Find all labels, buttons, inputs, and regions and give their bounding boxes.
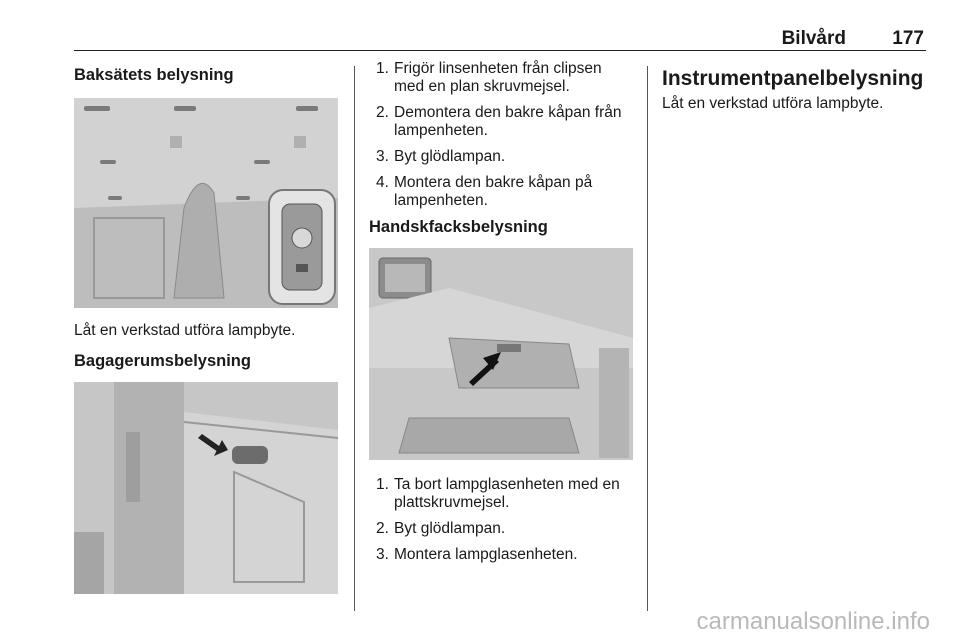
heading-rear-seat-lighting: Baksätets belysning <box>74 66 234 84</box>
list-item: 1. Ta bort lampglasenheten med en plattskruvmejsel. <box>376 475 620 511</box>
heading-luggage-lighting: Bagagerumsbelysning <box>74 352 251 371</box>
glovebox-steps-list <box>369 476 634 564</box>
list-item: 3. Byt glödlampan. <box>376 148 506 165</box>
list-item: 3. Montera lampglasenheten. <box>376 545 578 563</box>
rear-seat-text: Låt en verkstad utföra lampbyte. <box>74 321 296 339</box>
column-divider <box>354 66 355 611</box>
page-header <box>74 26 926 51</box>
list-item: 1. Frigör linsenheten från clipsen med en plan skruvmejsel. <box>376 60 602 95</box>
heading-instrument-panel-lighting: Instrumentpanelbelysning <box>662 67 924 90</box>
rear-seat-light-illustration <box>74 98 338 308</box>
lens-steps-list <box>369 60 634 210</box>
column-middle <box>369 60 634 572</box>
watermark: carmanualsonline.info <box>696 608 930 635</box>
list-item: 2. Byt glödlampan. <box>376 519 506 537</box>
glovebox-light-illustration <box>369 248 633 460</box>
column-left <box>74 60 340 594</box>
luggage-light-illustration <box>74 382 338 594</box>
list-item: 4. Montera den bakre kåpan på lampenheten. <box>376 174 593 209</box>
page-number: 177 <box>892 28 924 49</box>
instrument-panel-text: Låt en verkstad utföra lampbyte. <box>662 95 884 113</box>
section-title: Bilvård <box>781 28 846 49</box>
column-divider <box>647 66 648 611</box>
heading-glovebox-lighting: Handskfacksbelysning <box>369 218 548 236</box>
column-right <box>662 60 932 114</box>
list-item: 2. Demontera den bakre kåpan från lampenheten. <box>376 104 622 139</box>
